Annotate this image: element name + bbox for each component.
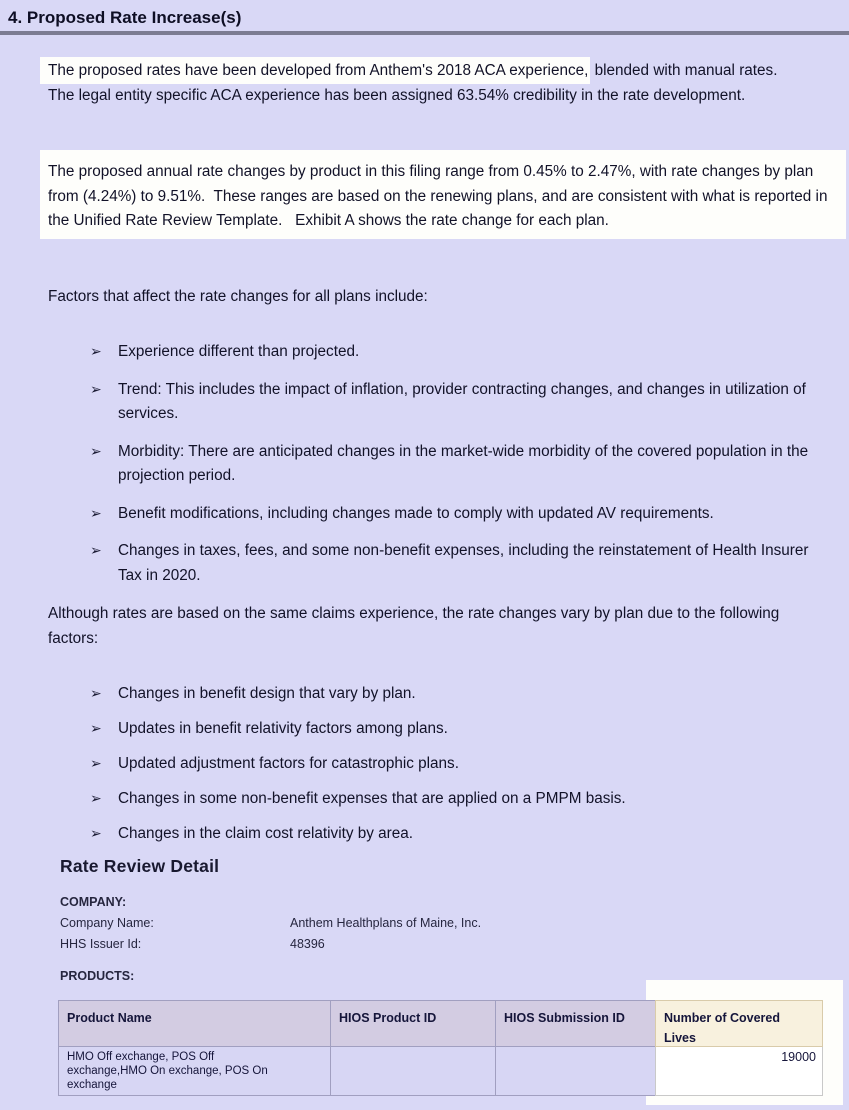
arrow-bullet-icon: ➢: [90, 543, 102, 559]
list-item-text: Experience different than projected.: [118, 343, 360, 360]
vary-by-plan-intro-text: Although rates are based on the same claims experience, the rate changes vary by plan due to the following factors:: [48, 605, 784, 647]
company-section-label: COMPANY:: [60, 895, 127, 909]
list-item: [90, 717, 828, 742]
hhs-issuer-label: HHS Issuer Id:: [60, 937, 142, 951]
arrow-bullet-icon: ➢: [90, 443, 102, 460]
list-item: [90, 752, 828, 777]
list-item: [90, 340, 828, 365]
arrow-bullet-icon: ➢: [90, 826, 102, 842]
title-rule: [0, 31, 849, 35]
company-name-value: Anthem Healthplans of Maine, Inc.: [290, 916, 482, 930]
factors-all-plans-list: [90, 340, 828, 601]
arrow-bullet-icon: ➢: [90, 756, 102, 772]
cell-product-name: [58, 1047, 330, 1096]
arrow-bullet-icon: ➢: [90, 505, 102, 522]
arrow-bullet-icon: ➢: [90, 686, 102, 702]
hhs-issuer-row: [60, 937, 325, 951]
cell-hios-product-id: [330, 1047, 495, 1096]
arrow-bullet-icon: ➢: [90, 721, 102, 737]
products-table: [58, 1000, 823, 1096]
list-item: [90, 539, 828, 588]
rate-range-paragraph: The proposed annual rate changes by product in this filing range from 0.45% to 2.47%, with rate changes by plan from (4.24%) to 9.51%. These ranges are based on the renewing plans, and are consistent with what is reported in the Unified Rate Review Template. Exhibit A shows the rate change for each plan.: [48, 163, 832, 229]
products-section-label: PRODUCTS:: [60, 969, 135, 983]
product-name-text: HMO Off exchange, POS Off exchange,HMO On exchange, POS On exchange: [67, 1051, 271, 1091]
highlighted-text: The proposed rates have been developed from Anthem's 2018 ACA experience,: [40, 57, 590, 84]
column-header-covered-lives: Number of Covered Lives: [655, 1000, 823, 1047]
list-item: [90, 787, 828, 812]
factors-by-plan-list: [90, 682, 828, 857]
company-name-row: [60, 916, 481, 930]
list-item-text: Morbidity: There are anticipated changes in the market-wide morbidity of the covered population in the projection period.: [118, 442, 813, 484]
arrow-bullet-icon: ➢: [90, 381, 102, 398]
list-item-text: Benefit modifications, including changes made to comply with updated AV requirements.: [118, 504, 714, 522]
list-item-text: Updated adjustment factors for catastrophic plans.: [118, 755, 459, 772]
rate-review-detail-heading: Rate Review Detail: [60, 856, 220, 876]
column-header-hios-product-id: HIOS Product ID: [330, 1000, 495, 1047]
column-header-product-name: Product Name: [58, 1000, 330, 1047]
company-name-label: Company Name:: [60, 916, 154, 930]
list-item: [90, 378, 828, 427]
list-item-text: Changes in the claim cost relativity by area.: [118, 825, 414, 842]
cell-covered-lives: 19000: [655, 1047, 823, 1096]
list-item-text: Changes in benefit design that vary by plan.: [118, 685, 416, 702]
list-item-text: Changes in some non-benefit expenses that are applied on a PMPM basis.: [118, 790, 626, 807]
list-item-text: Updates in benefit relativity factors among plans.: [118, 720, 448, 737]
hhs-issuer-value: 48396: [290, 937, 325, 951]
list-item: [90, 502, 828, 527]
list-item: [90, 440, 828, 489]
cell-hios-submission-id: [495, 1047, 655, 1096]
rate-range-highlight-box: [40, 150, 846, 239]
list-item: [90, 822, 828, 847]
arrow-bullet-icon: ➢: [90, 791, 102, 807]
list-item-text: Changes in taxes, fees, and some non-benefit expenses, including the reinstatement of Health Insurer Tax in 2020.: [118, 542, 813, 584]
factors-intro-text: Factors that affect the rate changes for all plans include:: [48, 288, 428, 305]
list-item: [90, 682, 828, 707]
column-header-hios-submission-id: HIOS Submission ID: [495, 1000, 655, 1047]
page-title: 4. Proposed Rate Increase(s): [8, 8, 242, 27]
list-item-text: Trend: This includes the impact of inflation, provider contracting changes, and changes in utilization of services.: [118, 380, 811, 422]
intro-paragraph: [48, 59, 793, 108]
arrow-bullet-icon: ➢: [90, 344, 102, 360]
intro-paragraph-rest: blended with manual rates. The legal entity specific ACA experience has been assigned 63.54% credibility in the rate development.: [48, 62, 786, 104]
